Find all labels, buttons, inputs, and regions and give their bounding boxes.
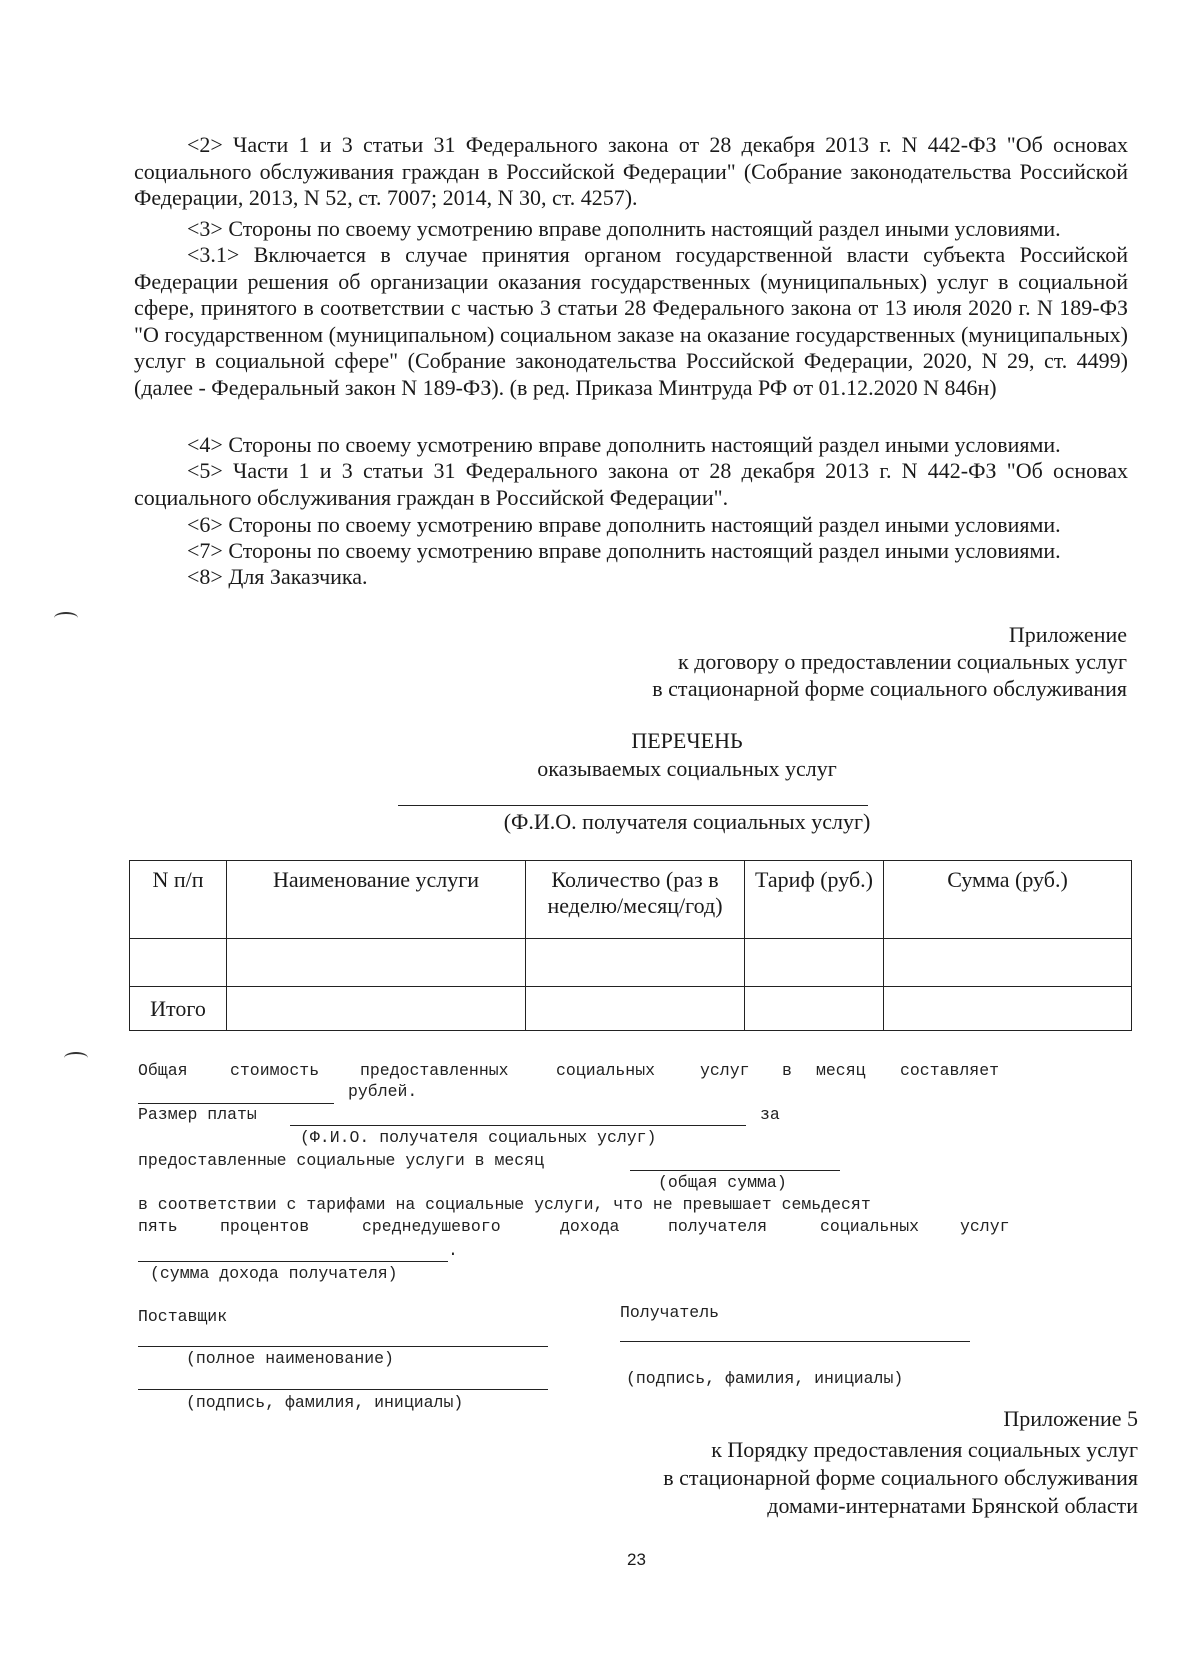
table-cell: [526, 987, 745, 1031]
margin-mark: [64, 1052, 88, 1064]
provided-services-text: предоставленные социальные услуги в месяц: [138, 1151, 544, 1170]
cost-word: социальных: [556, 1061, 656, 1080]
percent-word: среднедушевого: [362, 1217, 501, 1236]
payment-label: Размер платы: [138, 1105, 257, 1124]
provider-name-line: [138, 1346, 548, 1347]
cost-word: предоставленных: [360, 1061, 509, 1080]
appendix5-title: Приложение 5: [1003, 1406, 1138, 1431]
provider-sign-line: [138, 1389, 548, 1390]
table-cell: [884, 939, 1132, 987]
tariff-text: в соответствии с тарифами на социальные услуги, что не превышает семьдесят: [138, 1195, 871, 1214]
recipient-name-line: [398, 805, 868, 806]
list-title: ПЕРЕЧЕНЬ: [631, 728, 743, 753]
rubles-text: рублей.: [348, 1082, 418, 1101]
page-number: 23: [627, 1550, 646, 1569]
payment-fio-line: [290, 1125, 746, 1126]
fio-caption: (Ф.И.О. получателя социальных услуг): [300, 1128, 657, 1147]
list-subtitle: оказываемых социальных услуг: [537, 756, 837, 781]
table-total-row: [130, 987, 1132, 1031]
margin-mark: [54, 612, 78, 624]
income-line: [138, 1261, 448, 1262]
footnote-6: <6> Стороны по своему усмотрению вправе дополнить настоящий раздел иными условиями.: [187, 512, 1061, 537]
recipient-sign-line: [620, 1341, 970, 1342]
footnote-2: <2> Части 1 и 3 статьи 31 Федерального закона от 28 декабря 2013 г. N 442-ФЗ "Об основах социального обслуживания граждан в Российской Федерации" (Собрание законодательства Российской Федерации, 2013, N 52, ст. 7007; 2014, N 30, ст. 4257).: [134, 132, 1128, 210]
cost-word: стоимость: [230, 1061, 320, 1080]
period: .: [448, 1241, 458, 1260]
table-header-row: [130, 861, 1132, 939]
appendix-line-2: к договору о предоставлении социальных услуг: [678, 649, 1127, 674]
footnote-5: <5> Части 1 и 3 статьи 31 Федерального закона от 28 декабря 2013 г. N 442-ФЗ "Об основах социального обслуживания граждан в Российской Федерации".: [134, 458, 1128, 510]
provider-sign-caption: (подпись, фамилия, инициалы): [186, 1393, 464, 1412]
table-cell: [227, 987, 526, 1031]
table-cell: [884, 987, 1132, 1031]
income-caption: (сумма дохода получателя): [150, 1264, 398, 1283]
header-quantity: Количество (раз в неделю/месяц/год): [526, 861, 745, 939]
appendix-line-3: в стационарной форме социального обслуживания: [652, 676, 1127, 701]
table-cell: [227, 939, 526, 987]
percent-word: получателя: [668, 1217, 768, 1236]
cost-word: услуг: [700, 1061, 750, 1080]
cost-word: в: [782, 1061, 792, 1080]
table-row: [130, 939, 1132, 987]
percent-word: социальных: [820, 1217, 920, 1236]
header-service-name: Наименование услуги: [227, 861, 526, 939]
header-sum: Сумма (руб.): [884, 861, 1132, 939]
recipient-label: Получатель: [620, 1303, 720, 1322]
cost-word: месяц: [816, 1061, 866, 1080]
appendix5-line-2: к Порядку предоставления социальных услуг: [711, 1437, 1138, 1462]
table-cell: [130, 939, 227, 987]
appendix-title: Приложение: [1008, 622, 1127, 647]
cost-word: Общая: [138, 1061, 188, 1080]
cost-word: составляет: [900, 1061, 1000, 1080]
services-table: [129, 860, 1132, 1031]
provider-name-caption: (полное наименование): [186, 1349, 394, 1368]
za-text: за: [760, 1105, 780, 1124]
percent-word: услуг: [960, 1217, 1010, 1236]
recipient-caption: (Ф.И.О. получателя социальных услуг): [503, 809, 871, 834]
total-label: Итого: [130, 987, 227, 1031]
table-cell: [745, 987, 884, 1031]
total-sum-line: [630, 1170, 840, 1171]
recipient-sign-caption: (подпись, фамилия, инициалы): [626, 1369, 904, 1388]
footnote-7: <7> Стороны по своему усмотрению вправе дополнить настоящий раздел иными условиями.: [187, 538, 1061, 563]
appendix5-line-3: в стационарной форме социального обслуживания: [663, 1465, 1138, 1490]
footnote-8: <8> Для Заказчика.: [187, 564, 368, 589]
provider-label: Поставщик: [138, 1307, 228, 1326]
percent-word: дохода: [560, 1217, 620, 1236]
footnote-3-1: <3.1> Включается в случае принятия органом государственной власти субъекта Российской Федерации решения об организации оказания государственных (муниципальных) услуг в социальной сфере, принятого в соответствии с частью 3 статьи 28 Федерального закона от 13 июля 2020 г. N 189-ФЗ "О государственном (муниципальном) социальном заказе на оказание государственных (муниципальных) услуг в социальной сфере" (Собрание законодательства Российской Федерации, 2020, N 29, ст. 4499) (далее - Федеральный закон N 189-ФЗ). (в ред. Приказа Минтруда РФ от 01.12.2020 N 846н): [134, 242, 1128, 400]
percent-word: пять: [138, 1217, 178, 1236]
footnote-3: <3> Стороны по своему усмотрению вправе дополнить настоящий раздел иными условиями.: [187, 216, 1061, 241]
table-cell: [526, 939, 745, 987]
appendix5-line-4: домами-интернатами Брянской области: [767, 1493, 1138, 1518]
header-number: N п/п: [130, 861, 227, 939]
table-cell: [745, 939, 884, 987]
footnote-4: <4> Стороны по своему усмотрению вправе дополнить настоящий раздел иными условиями.: [187, 432, 1061, 457]
total-sum-caption: (общая сумма): [658, 1173, 787, 1192]
percent-word: процентов: [220, 1217, 310, 1236]
header-tariff: Тариф (руб.): [745, 861, 884, 939]
